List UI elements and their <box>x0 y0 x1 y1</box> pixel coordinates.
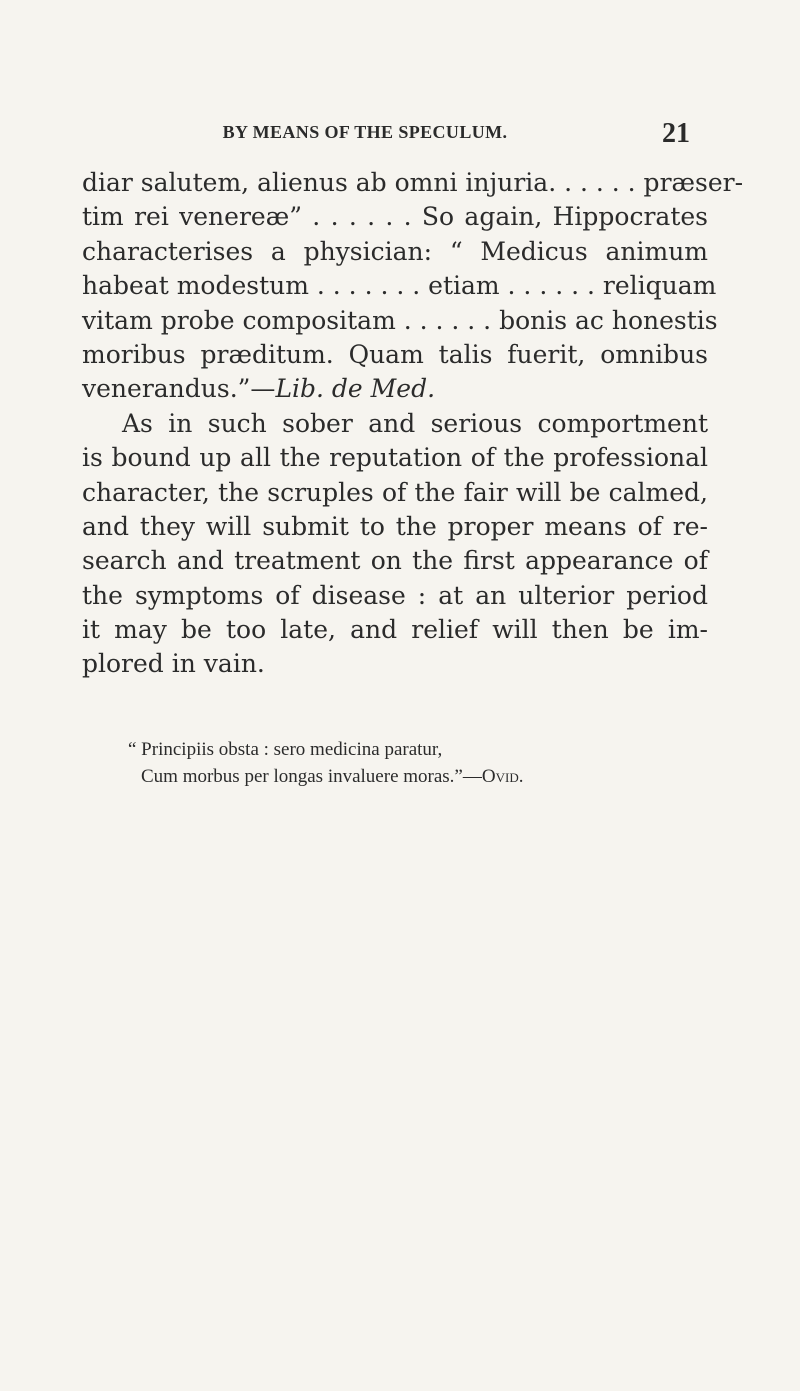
text-line: moribus præditum. Quam talis fuerit, omnibus <box>82 339 708 369</box>
quote-author: Ovid. <box>481 766 524 787</box>
text-line: is bound up all the reputation of the professional <box>82 443 708 473</box>
text-line: characterises a physician: “ Medicus animum <box>82 236 708 266</box>
running-title: BY MEANS OF THE SPECULUM. <box>222 122 508 142</box>
text-line: vitam probe compositam . . . . . . bonis ac honestis <box>82 305 718 335</box>
text-line: plored in vain. <box>82 649 265 679</box>
text-line: character, the scruples of the fair will be calmed, <box>82 477 708 507</box>
body-text <box>82 166 744 682</box>
citation: Lib. de Med. <box>275 374 436 404</box>
text-line-with-citation <box>82 372 708 406</box>
text-line: habeat modestum . . . . . . . etiam . . . . . . reliquam <box>82 271 717 301</box>
running-head <box>150 118 690 152</box>
verse-line: “ Principiis obsta : sero medicina paratur, <box>128 739 443 760</box>
verse-line-with-author <box>128 763 688 790</box>
text-line: tim rei venereæ” . . . . . . So again, Hippocrates <box>82 202 708 232</box>
text-line: and they will submit to the proper means of re- <box>82 511 708 541</box>
paragraph-first-line: As in such sober and serious comportment <box>122 408 708 438</box>
text-fragment: venerandus.”— <box>82 374 276 404</box>
text-line: diar salutem, alienus ab omni injuria. . . . . . præser- <box>82 168 744 197</box>
verse-fragment: Cum morbus per longas invaluere moras.”— <box>141 766 482 787</box>
text-line: the symptoms of disease : at an ulterior period <box>82 580 708 610</box>
verse-quotation <box>128 736 688 790</box>
text-line: search and treatment on the first appearance of <box>82 546 708 576</box>
page-number: 21 <box>662 118 690 149</box>
text-line: it may be too late, and relief will then be im- <box>82 615 708 645</box>
